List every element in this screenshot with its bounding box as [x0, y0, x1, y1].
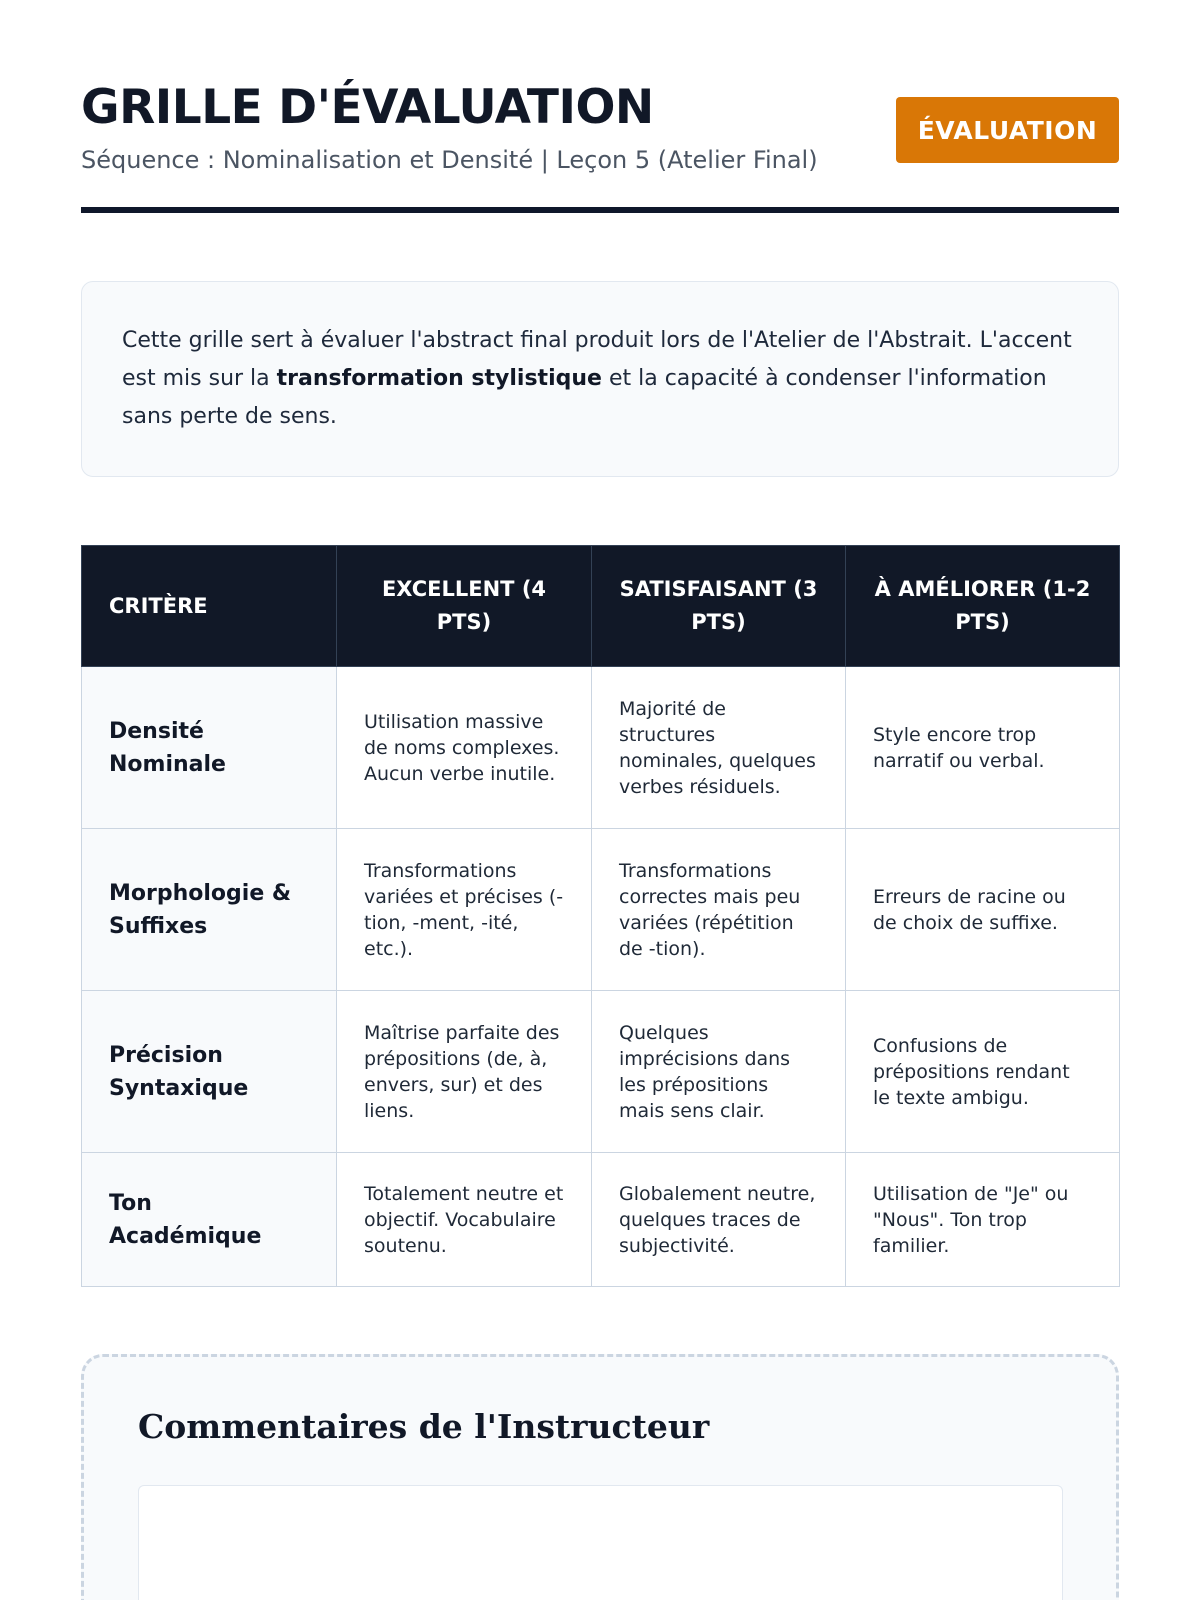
evaluation-badge: ÉVALUATION [896, 97, 1119, 163]
criterion-cell: Morphologie & Suffixes [82, 829, 337, 991]
ameliorer-cell: Style encore trop narratif ou verbal. [846, 667, 1120, 829]
intro-text-start: Cette grille sert à évaluer l'abstract final produit lors de l'Atelier de l'Abstrait. L'accent est mis sur la [122, 328, 1072, 391]
satisfaisant-cell: Majorité de structures nominales, quelques verbes résiduels. [592, 667, 846, 829]
table-row [82, 667, 1120, 829]
satisfaisant-cell: Transformations correctes mais peu variées (répétition de -tion). [592, 829, 846, 991]
intro-text-end: et la capacité à condenser l'information sans perte de sens. [122, 366, 1047, 429]
ameliorer-cell: Confusions de prépositions rendant le texte ambigu. [846, 991, 1120, 1153]
excellent-cell: Maîtrise parfaite des prépositions (de, à, envers, sur) et des liens. [337, 991, 592, 1153]
header-excellent: EXCELLENT (4 PTS) [337, 546, 592, 667]
page-title: GRILLE D'ÉVALUATION [81, 80, 654, 135]
rubric-table [81, 545, 1120, 1287]
criterion-cell: Densité Nominale [82, 667, 337, 829]
ameliorer-cell: Utilisation de "Je" ou "Nous". Ton trop familier. [846, 1153, 1120, 1287]
page-subtitle: Séquence : Nominalisation et Densité | Leçon 5 (Atelier Final) [81, 146, 818, 174]
comments-textarea[interactable] [138, 1485, 1063, 1600]
excellent-cell: Totalement neutre et objectif. Vocabulaire soutenu. [337, 1153, 592, 1287]
instructor-comments-section [81, 1354, 1119, 1600]
header-ameliorer: À AMÉLIORER (1-2 PTS) [846, 546, 1120, 667]
page [81, 0, 1119, 1446]
table-row [82, 829, 1120, 991]
excellent-cell: Transformations variées et précises (-tion, -ment, -ité, etc.). [337, 829, 592, 991]
header-criterion: CRITÈRE [82, 546, 337, 667]
criterion-cell: Ton Académique [82, 1153, 337, 1287]
satisfaisant-cell: Globalement neutre, quelques traces de subjectivité. [592, 1153, 846, 1287]
intro-text-bold: transformation stylistique [276, 366, 602, 391]
criterion-cell: Précision Syntaxique [82, 991, 337, 1153]
header-satisfaisant: SATISFAISANT (3 PTS) [592, 546, 846, 667]
table-header-row [82, 546, 1120, 667]
table-row [82, 991, 1120, 1153]
intro-box [81, 281, 1119, 477]
excellent-cell: Utilisation massive de noms complexes. Aucun verbe inutile. [337, 667, 592, 829]
satisfaisant-cell: Quelques imprécisions dans les prépositions mais sens clair. [592, 991, 846, 1153]
page-header [81, 0, 1119, 215]
ameliorer-cell: Erreurs de racine ou de choix de suffixe. [846, 829, 1120, 991]
header-divider [81, 207, 1119, 213]
table-row [82, 1153, 1120, 1287]
comments-title: Commentaires de l'Instructeur [138, 1407, 710, 1446]
